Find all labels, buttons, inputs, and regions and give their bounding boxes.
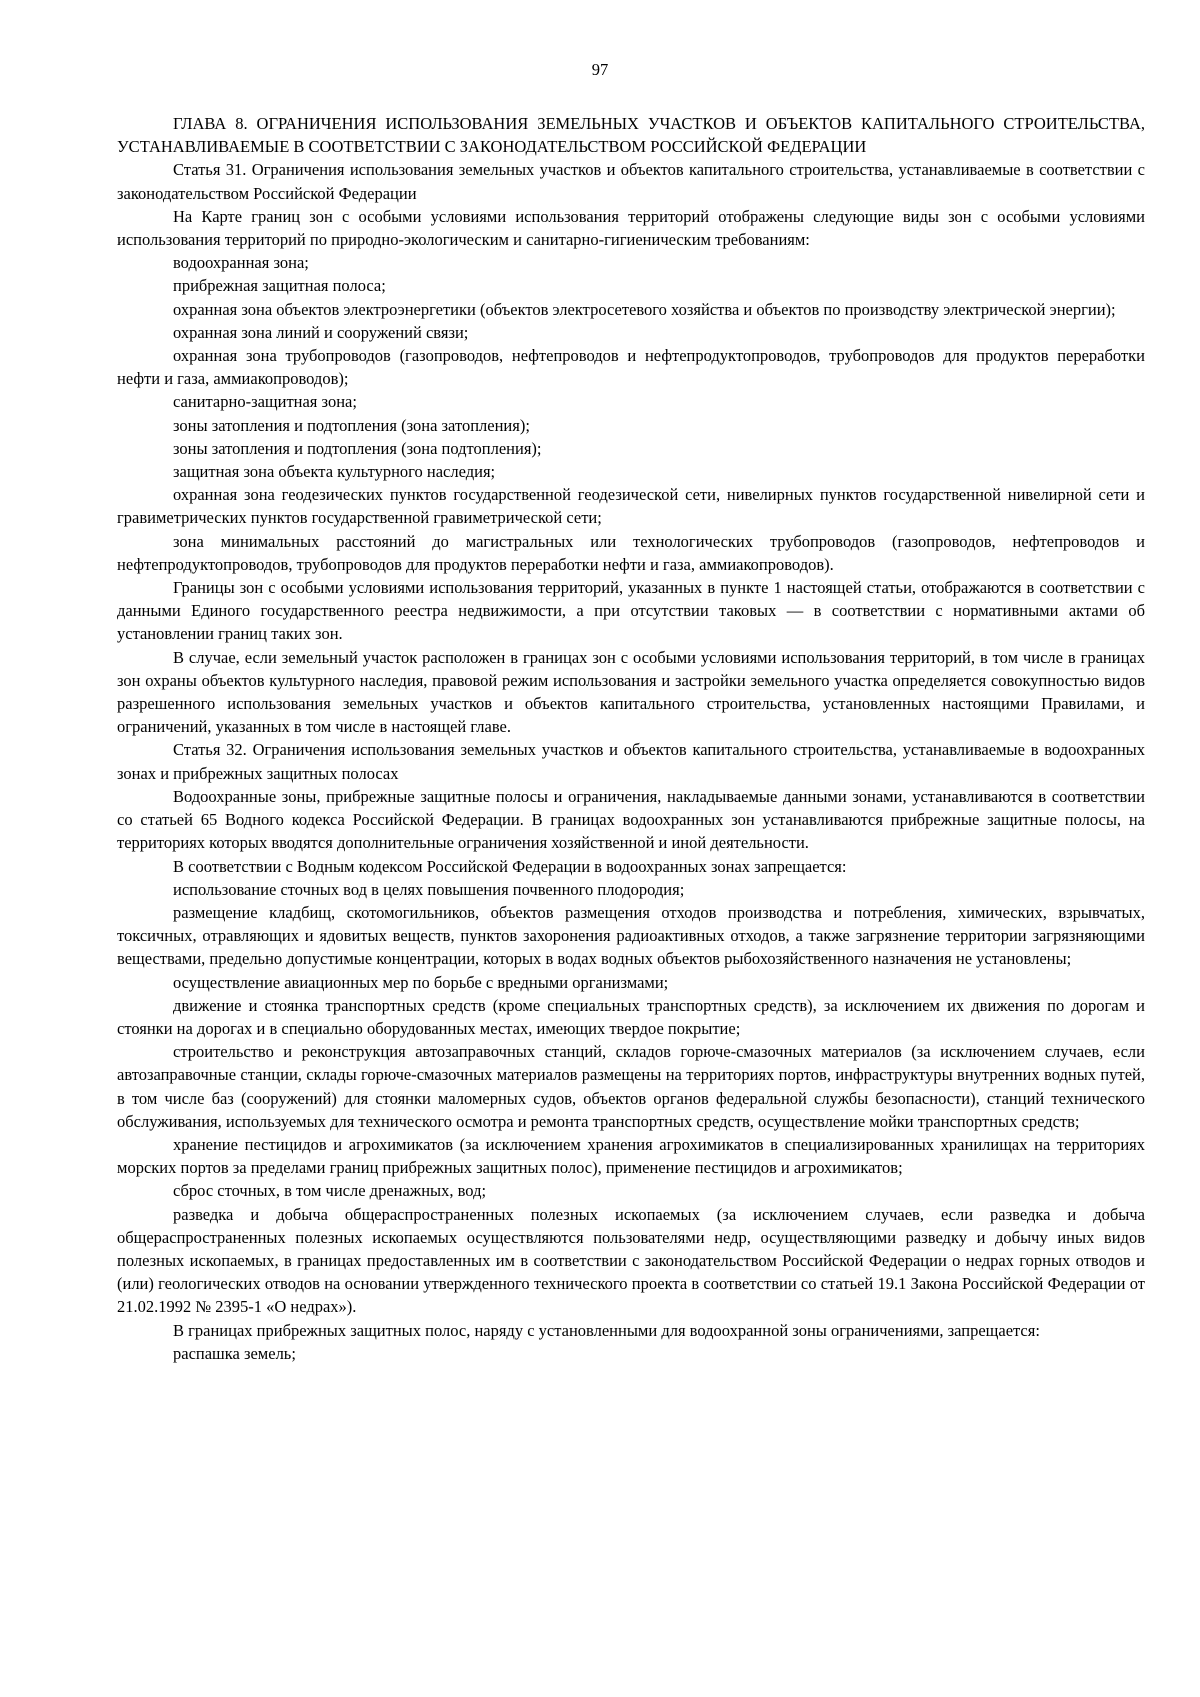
article-32-heading: Статья 32. Ограничения использования земельных участков и объектов капитального строительства, устанавливаемые в водоохранных зонах и прибрежных защитных полосах (117, 740, 1145, 783)
list-item: строительство и реконструкция автозаправочных станций, складов горюче-смазочных материалов (за исключением случаев, если автозаправочные станции, склады горюче-смазочных материалов размещены на территориях портов, инфраструктуры внутренних водных путей, в том числе баз (сооружений) для стоянки маломерных судов, объектов органов федеральной службы безопасности), станций технического обслуживания, используемых для технического осмотра и ремонта транспортных средств, осуществление мойки транспортных средств; (117, 1042, 1145, 1131)
list-item: зона минимальных расстояний до магистральных или технологических трубопроводов (газопроводов, нефтепроводов и нефтепродуктопроводов, трубопроводов для продуктов переработки нефти и газа, аммиакопроводов). (117, 531, 1145, 574)
list-item: размещение кладбищ, скотомогильников, объектов размещения отходов производства и потребления, химических, взрывчатых, токсичных, отравляющих и ядовитых веществ, пунктов захоронения радиоактивных отходов, а также загрязнение территории загрязняющими веществами, предельно допустимые концентрации, которых в водах водных объектов рыбохозяйственного назначения не установлены; (117, 902, 1145, 969)
list-item: охранная зона трубопроводов (газопроводов, нефтепроводов и нефтепродуктопроводов, трубопроводов для продуктов переработки нефти и газа, аммиакопроводов); (117, 346, 1145, 389)
list-item: использование сточных вод в целях повышения почвенного плодородия; (173, 879, 685, 899)
list-item: движение и стоянка транспортных средств (кроме специальных транспортных средств), за исключением их движения по дорогам и стоянки на дорогах и в специально оборудованных местах, имеющих твердое покрытие; (117, 995, 1145, 1038)
list-item: хранение пестицидов и агрохимикатов (за исключением хранения агрохимикатов в специализированных хранилищах на территориях морских портов за пределами границ прибрежных защитных полос), применение пестицидов и агрохимикатов; (117, 1134, 1145, 1178)
list-item: охранная зона линий и сооружений связи; (173, 322, 469, 342)
list-item: охранная зона геодезических пунктов государственной геодезической сети, нивелирных пунктов государственной нивелирной сети и гравиметрических пунктов государственной гравиметрической сети; (117, 485, 1145, 528)
paragraph: В границах прибрежных защитных полос, наряду с установленными для водоохранной зоны ограничениями, запрещается: (173, 1320, 1040, 1340)
paragraph: В соответствии с Водным кодексом Российской Федерации в водоохранных зонах запрещается: (173, 856, 847, 876)
page-number: 97 (591, 60, 609, 79)
chapter-title: ГЛАВА 8. ОГРАНИЧЕНИЯ ИСПОЛЬЗОВАНИЯ ЗЕМЕЛЬНЫХ УЧАСТКОВ И ОБЪЕКТОВ КАПИТАЛЬНОГО СТРОИТЕЛЬСТВА, УСТАНАВЛИВАЕМЫЕ В СООТВЕТСТВИИ С ЗАКОНОДАТЕЛЬСТВОМ РОССИЙСКОЙ ФЕДЕРАЦИИ (117, 114, 1145, 157)
list-item: охранная зона объектов электроэнергетики (объектов электросетевого хозяйства и объектов по производству электрической энергии); (173, 299, 1116, 319)
list-item: зоны затопления и подтопления (зона подтопления); (173, 438, 542, 458)
list-item: водоохранная зона; (173, 253, 309, 273)
list-item: санитарно-защитная зона; (173, 392, 357, 412)
list-item: защитная зона объекта культурного наследия; (173, 462, 496, 482)
document-body (117, 112, 1145, 1365)
list-item: прибрежная защитная полоса; (173, 276, 386, 296)
list-item: зоны затопления и подтопления (зона затопления); (173, 415, 530, 435)
list-item: распашка земель; (173, 1343, 296, 1363)
article-31-heading: Статья 31. Ограничения использования земельных участков и объектов капитального строительства, устанавливаемые в соответствии с законодательством Российской Федерации (117, 160, 1145, 203)
list-item: разведка и добыча общераспространенных полезных ископаемых (за исключением случаев, если разведка и добыча общераспространенных полезных ископаемых осуществляются пользователями недр, осуществляющими разведку и добычу иных видов полезных ископаемых, в границах предоставленных им в соответствии с законодательством Российской Федерации о недрах горных отводов и (или) геологических отводов на основании утвержденного технического проекта в соответствии со статьей 19.1 Закона Российской Федерации от 21.02.1992 № 2395-1 «О недрах»). (117, 1204, 1145, 1317)
paragraph: В случае, если земельный участок расположен в границах зон с особыми условиями использования территорий, в том числе в границах зон охраны объектов культурного наследия, правовой режим использования и застройки земельного участка определяется совокупностью видов разрешенного использования земельных участков и объектов капитального строительства, установленных настоящими Правилами, и ограничений, указанных в том числе в настоящей главе. (117, 647, 1145, 737)
list-item: осуществление авиационных мер по борьбе с вредными организмами; (173, 972, 669, 992)
paragraph: Водоохранные зоны, прибрежные защитные полосы и ограничения, накладываемые данными зонами, устанавливаются в соответствии со статьей 65 Водного кодекса Российской Федерации. В границах водоохранных зон устанавливаются прибрежные защитные полосы, на территориях которых вводятся дополнительные ограничения хозяйственной и иной деятельности. (117, 786, 1145, 853)
paragraph: На Карте границ зон с особыми условиями использования территорий отображены следующие виды зон с особыми условиями использования территорий по природно-экологическим и санитарно-гигиеническим требованиям: (117, 206, 1145, 250)
paragraph: Границы зон с особыми условиями использования территорий, указанных в пункте 1 настоящей статьи, отображаются в соответствии с данными Единого государственного реестра недвижимости, а при отсутствии таковых — в соответствии с нормативными актами об установлении границ таких зон. (117, 578, 1145, 644)
list-item: сброс сточных, в том числе дренажных, вод; (173, 1181, 487, 1201)
